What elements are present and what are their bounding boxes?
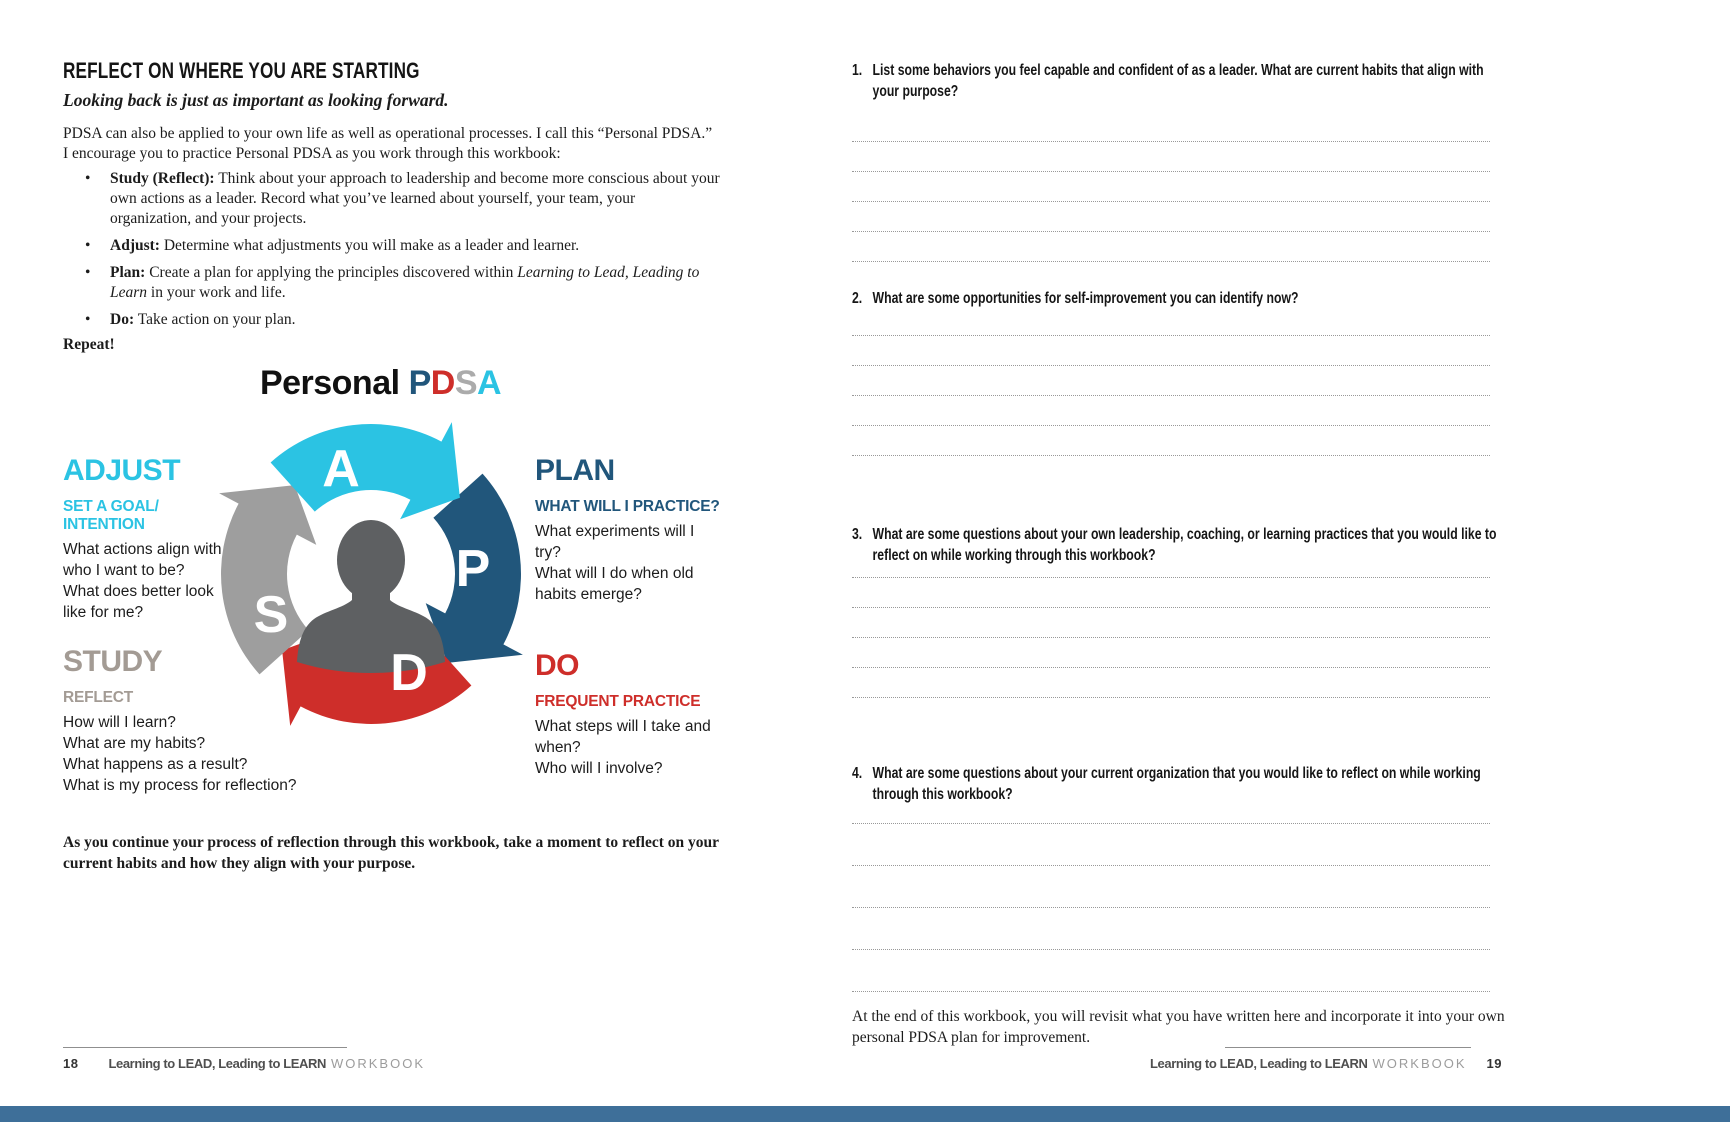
answer-lines-1 (852, 112, 1490, 262)
answer-lines-2 (852, 306, 1490, 456)
do-question-2: Who will I involve? (535, 759, 663, 777)
answer-line (852, 668, 1490, 698)
answer-lines-4 (852, 782, 1490, 992)
do-subheading: FREQUENT PRACTICE (535, 692, 701, 710)
study-body (63, 712, 315, 796)
question-2-number: 2. (852, 290, 863, 307)
answer-line (852, 366, 1490, 396)
answer-line (852, 578, 1490, 608)
right-footer-title-bold: Learning to LEAD, Leading to LEARN (1150, 1056, 1368, 1071)
right-footer-title-light: WORKBOOK (1372, 1056, 1467, 1071)
answer-line (852, 172, 1490, 202)
left-page-number: 18 (63, 1056, 79, 1071)
answer-line (852, 112, 1490, 142)
right-footer-title (1150, 1056, 1467, 1071)
bullet-do-text: Take action on your plan. (134, 311, 296, 328)
question-3-number: 3. (852, 526, 863, 543)
plan-subheading: WHAT WILL I PRACTICE? (535, 497, 720, 515)
adjust-section (63, 455, 239, 623)
letter-a: A (322, 440, 360, 498)
right-footer-rule (1225, 1047, 1471, 1048)
bullet-plan-text: Create a plan for applying the principles discovered within (145, 264, 518, 281)
plan-heading: PLAN (535, 454, 615, 487)
answer-line (852, 306, 1490, 336)
bullet-study (63, 169, 720, 229)
diagram-title-word: Personal (259, 364, 400, 402)
letter-s: S (253, 586, 289, 644)
right-page (852, 0, 1505, 1122)
study-section (63, 646, 315, 796)
diagram-title (213, 364, 548, 403)
left-footer-title (108, 1056, 425, 1071)
diagram-title-s: S (454, 364, 477, 402)
left-closing-paragraph: As you continue your process of reflection through this workbook, take a moment to reflect on your current habits and how they align with your purpose. (63, 834, 719, 872)
right-page-number: 19 (1486, 1056, 1502, 1071)
answer-line (852, 202, 1490, 232)
adjust-body (63, 539, 239, 623)
bullet-do (63, 310, 720, 330)
answer-line (852, 824, 1490, 866)
question-1 (852, 60, 1502, 102)
bullet-study-lead: Study (Reflect): (110, 170, 215, 187)
plan-question-2: What will I do when old habits emerge? (535, 564, 694, 603)
bullet-adjust-text: Determine what adjustments you will make as a leader and learner. (159, 237, 580, 254)
right-footer (1150, 1056, 1502, 1071)
answer-line (852, 548, 1490, 578)
answer-line (852, 638, 1490, 668)
page-subtitle: Looking back is just as important as looking forward. (63, 90, 449, 110)
answer-line (852, 142, 1490, 172)
answer-line (852, 782, 1490, 824)
letter-p: P (455, 540, 491, 598)
bullet-plan-book-title: Learning to Lead, Leading to Learn (110, 264, 700, 301)
do-heading: DO (535, 649, 579, 682)
adjust-question-2: What does better look like for me? (63, 582, 214, 621)
bullet-plan-lead: Plan: (110, 264, 146, 281)
left-footer-title-bold: Learning to LEAD, Leading to LEARN (108, 1056, 326, 1071)
bullet-study-text: Think about your approach to leadership and become more conscious about your own actions as a leader. Record what you’ve learned about yourself, your team, your organization, and your projects. (110, 170, 720, 227)
question-2-text: What are some opportunities for self-improvement you can identify now? (872, 290, 1299, 307)
bullet-plan-text-after: in your work and life. (147, 284, 286, 301)
adjust-subheading: SET A GOAL/ INTENTION (63, 497, 159, 533)
bottom-accent-bar (0, 1106, 1730, 1122)
left-footer (63, 1056, 425, 1071)
answer-line (852, 336, 1490, 366)
repeat-note: Repeat! (63, 336, 115, 353)
study-subheading: REFLECT (63, 688, 134, 706)
question-1-text: List some behaviors you feel capable and confident of as a leader. What are current habits that align with your purpose? (872, 62, 1484, 100)
answer-line (852, 908, 1490, 950)
plan-section (535, 455, 720, 605)
do-section (535, 650, 723, 779)
plan-question-1: What experiments will I try? (535, 522, 695, 561)
bullet-adjust (63, 236, 720, 256)
adjust-question-1: What actions align with who I want to be? (63, 540, 222, 579)
left-footer-rule (63, 1047, 347, 1048)
left-page (63, 0, 753, 1122)
do-question-1: What steps will I take and when? (535, 717, 711, 756)
answer-line (852, 396, 1490, 426)
intro-paragraph: PDSA can also be applied to your own life as well as operational processes. I call this “Personal PDSA.” I encourage you to practice Personal PDSA as you work through this workbook: (63, 125, 713, 162)
answer-lines-3 (852, 548, 1490, 698)
question-3-text: What are some questions about your own leadership, coaching, or learning practices that you would like to reflect on while working through this workbook? (872, 526, 1497, 564)
answer-line (852, 426, 1490, 456)
answer-line (852, 232, 1490, 262)
question-1-number: 1. (852, 62, 863, 79)
right-closing-paragraph: At the end of this workbook, you will revisit what you have written here and incorporate it into your own personal PDSA plan for improvement. (852, 1008, 1505, 1046)
study-question-4: What is my process for reflection? (63, 776, 297, 794)
letter-d: D (390, 644, 428, 702)
study-heading: STUDY (63, 645, 163, 678)
bullet-adjust-lead: Adjust: (110, 237, 160, 254)
diagram-title-d: D (430, 364, 455, 402)
page-heading: REFLECT ON WHERE YOU ARE STARTING (63, 58, 420, 83)
pdsa-bullet-list (63, 169, 720, 337)
answer-line (852, 608, 1490, 638)
do-body (535, 716, 723, 779)
diagram-title-a: A (477, 364, 502, 402)
study-question-1: How will I learn? (63, 713, 176, 731)
answer-line (852, 950, 1490, 992)
study-question-2: What are my habits? (63, 734, 206, 752)
plan-body (535, 521, 720, 605)
adjust-heading: ADJUST (63, 454, 181, 487)
left-footer-title-light: WORKBOOK (330, 1056, 425, 1071)
answer-line (852, 866, 1490, 908)
question-4-number: 4. (852, 765, 863, 782)
bullet-plan (63, 263, 720, 303)
study-question-3: What happens as a result? (63, 755, 248, 773)
bullet-do-lead: Do: (110, 311, 135, 328)
question-4-text: What are some questions about your current organization that you would like to reflect on while working through this workbook? (872, 765, 1481, 803)
diagram-title-p: P (408, 364, 431, 402)
